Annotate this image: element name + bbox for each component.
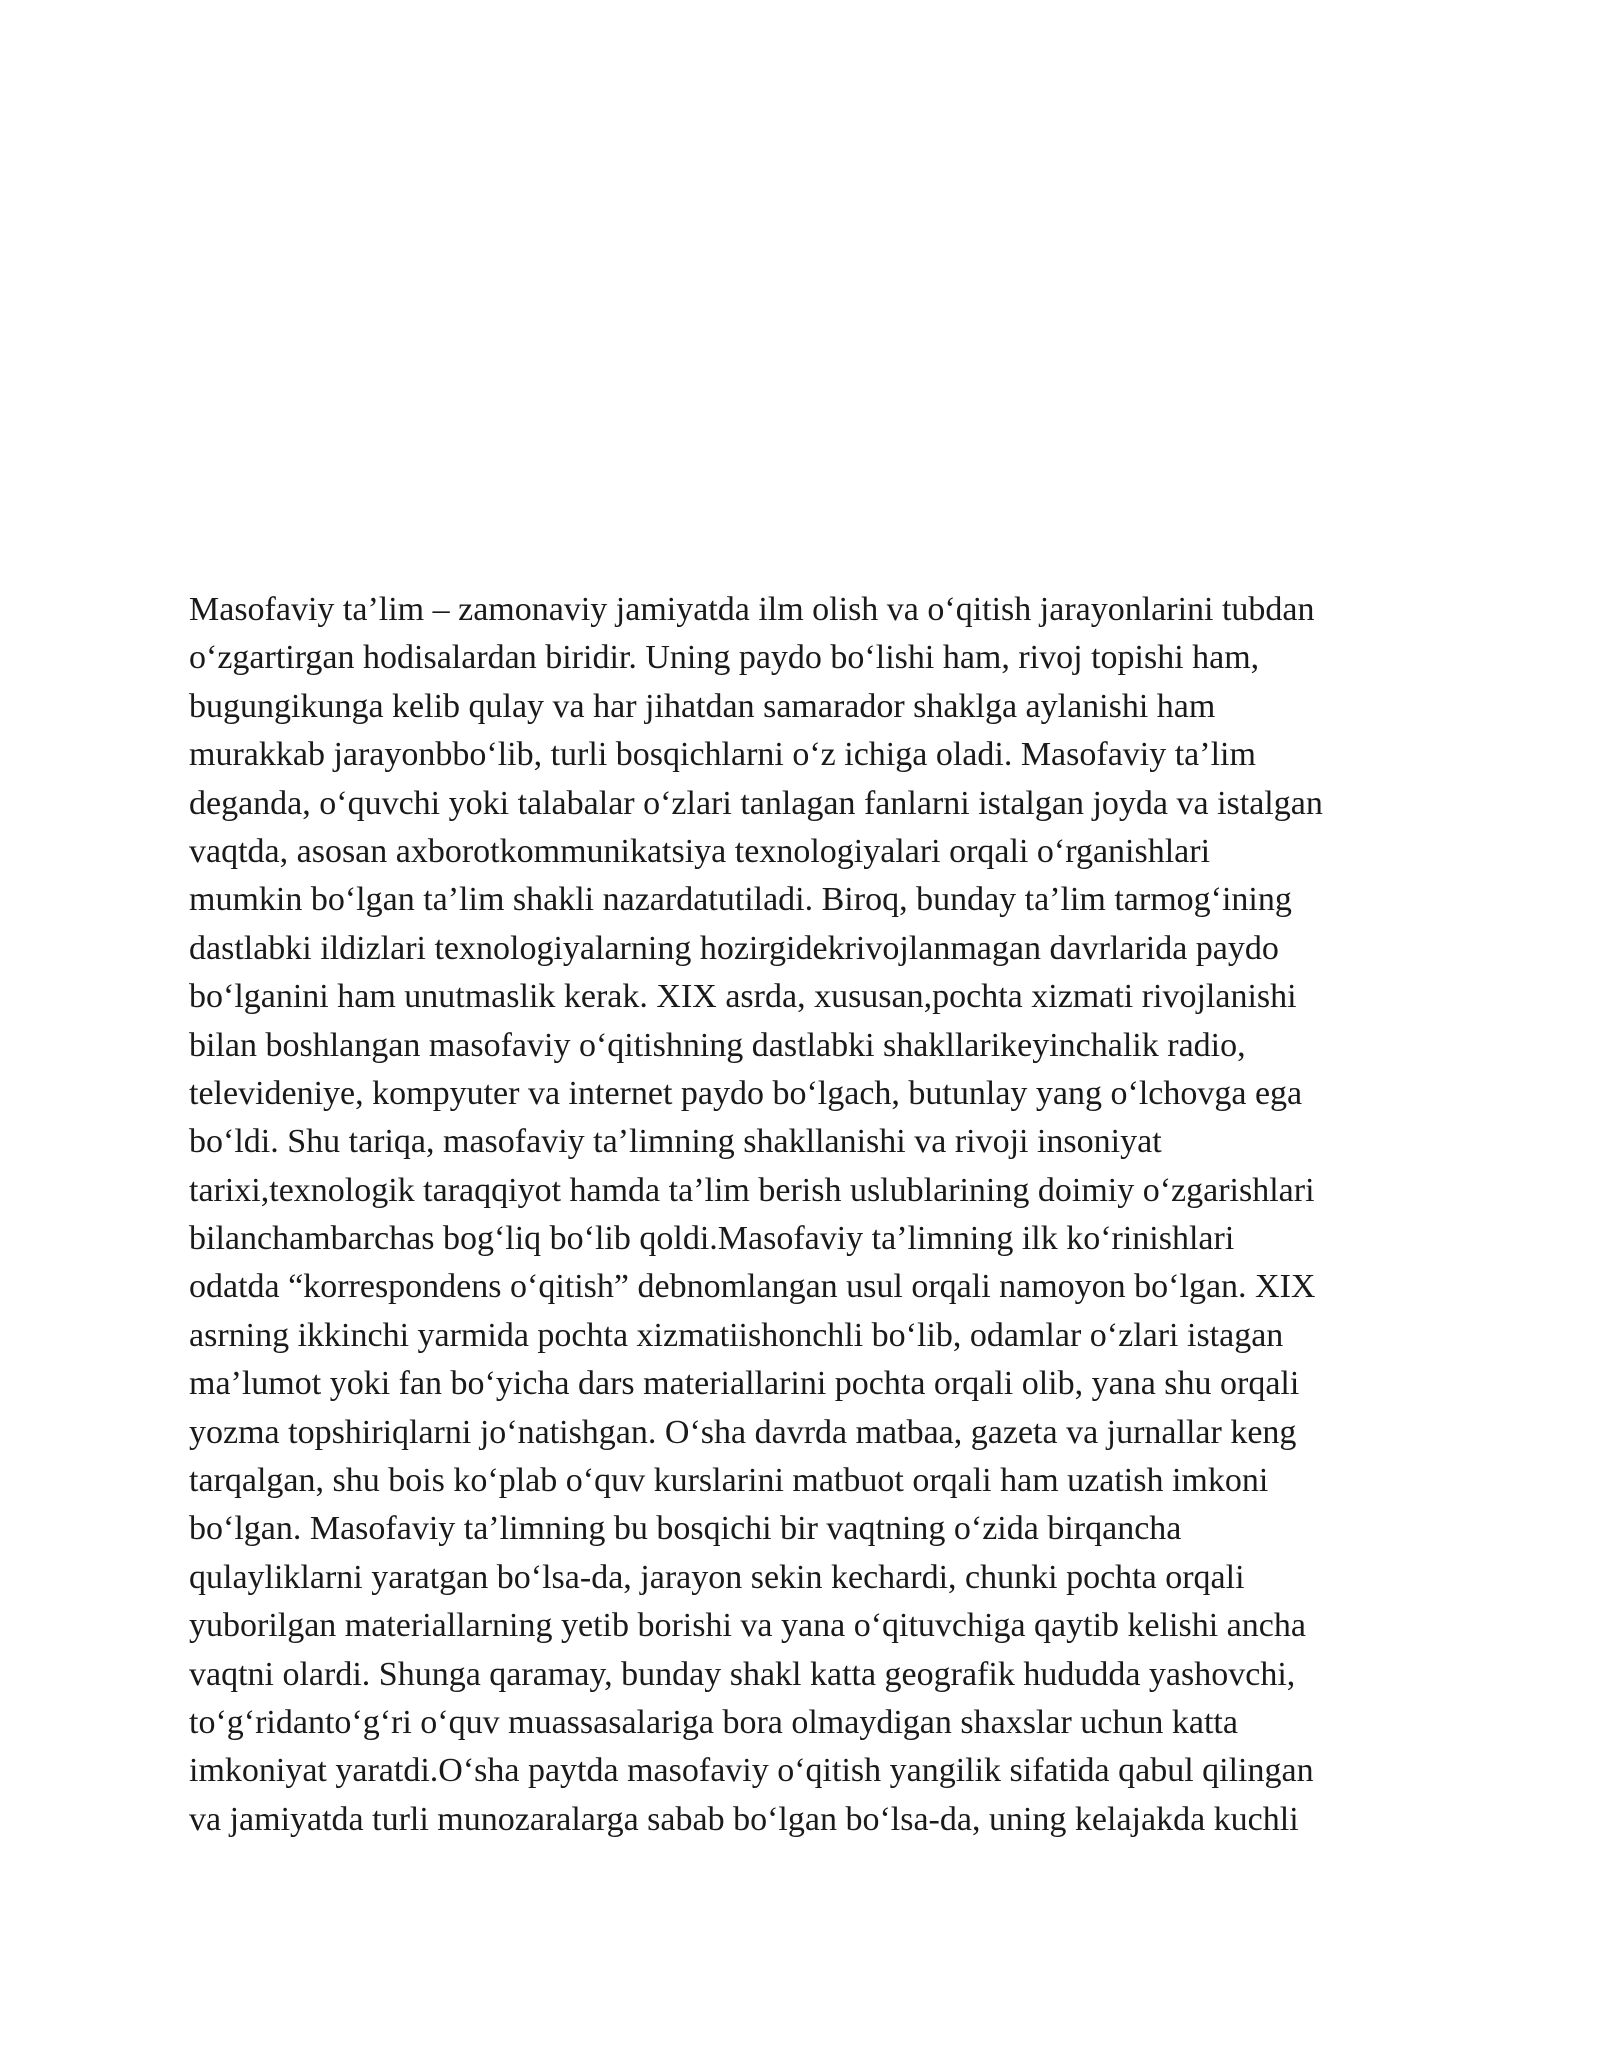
text-line: bilanchambarchas bog‘liq bo‘lib qoldi.Masofaviy ta’limning ilk ko‘rinishlari	[189, 1220, 1235, 1258]
text-line: deganda, o‘quvchi yoki talabalar o‘zlari tanlagan fanlarni istalgan joyda va istalgan	[189, 784, 1323, 822]
text-line: tarixi,texnologik taraqqiyot hamda ta’lim berish uslublarining doimiy o‘zgarishlari	[189, 1171, 1315, 1209]
text-line: vaqtni olardi. Shunga qaramay, bunday shakl katta geografik hududda yashovchi,	[189, 1655, 1296, 1693]
text-line: Masofaviy ta’lim – zamonaviy jamiyatda ilm olish va o‘qitish jarayonlarini tubdan	[189, 591, 1315, 628]
text-line: odatda “korrespondens o‘qitish” debnomlangan usul orqali namoyon bo‘lgan. XIX	[189, 1268, 1316, 1306]
text-line: televideniye, kompyuter va internet paydo bo‘lgach, butunlay yang o‘lchovga ega	[189, 1074, 1303, 1112]
body-paragraph	[189, 586, 1439, 1844]
text-line: bo‘lgan. Masofaviy ta’limning bu bosqichi bir vaqtning o‘zida birqancha	[189, 1510, 1182, 1548]
text-line: dastlabki ildizlari texnologiyalarning hozirgidekrivojlanmagan davrlarida paydo	[189, 929, 1279, 967]
text-line: mumkin bo‘lgan ta’lim shakli nazardatutiladi. Biroq, bunday ta’lim tarmog‘ining	[189, 881, 1292, 919]
text-line: o‘zgartirgan hodisalardan biridir. Uning paydo bo‘lishi ham, rivoj topishi ham,	[189, 639, 1260, 677]
text-line: imkoniyat yaratdi.O‘sha paytda masofaviy o‘qitish yangilik sifatida qabul qilingan	[189, 1752, 1314, 1790]
text-line: tarqalgan, shu bois ko‘plab o‘quv kurslarini matbuot orqali ham uzatish imkoni	[189, 1462, 1269, 1500]
text-line: murakkab jarayonbbo‘lib, turli bosqichlarni o‘z ichiga oladi. Masofaviy ta’lim	[189, 736, 1256, 774]
text-line: vaqtda, asosan axborotkommunikatsiya texnologiyalari orqali o‘rganishlari	[189, 832, 1211, 870]
text-line: bugungikunga kelib qulay va har jihatdan samarador shaklga aylanishi ham	[189, 687, 1216, 725]
text-line: bo‘lganini ham unutmaslik kerak. XIX asrda, xususan,pochta xizmati rivojlanishi	[189, 978, 1297, 1016]
text-line: yozma topshiriqlarni jo‘natishgan. O‘sha davrda matbaa, gazeta va jurnallar keng	[189, 1413, 1297, 1451]
text-line: asrning ikkinchi yarmida pochta xizmatiishonchli bo‘lib, odamlar o‘zlari istagan	[189, 1316, 1284, 1354]
text-line: ma’lumot yoki fan bo‘yicha dars materiallarini pochta orqali olib, yana shu orqali	[189, 1365, 1300, 1403]
text-line: bilan boshlangan masofaviy o‘qitishning dastlabki shakllarikeyinchalik radio,	[189, 1026, 1246, 1064]
text-line: qulayliklarni yaratgan bo‘lsa-da, jarayon sekin kechardi, chunki pochta orqali	[189, 1558, 1245, 1596]
text-line: va jamiyatda turli munozaralarga sabab bo‘lgan bo‘lsa-da, uning kelajakda kuchli	[189, 1800, 1299, 1838]
text-line: yuborilgan materiallarning yetib borishi va yana o‘qituvchiga qaytib kelishi ancha	[189, 1607, 1306, 1645]
text-line: bo‘ldi. Shu tariqa, masofaviy ta’limning shakllanishi va rivoji insoniyat	[189, 1123, 1162, 1161]
text-line: to‘g‘ridanto‘g‘ri o‘quv muassasalariga bora olmaydigan shaxslar uchun katta	[189, 1703, 1238, 1741]
